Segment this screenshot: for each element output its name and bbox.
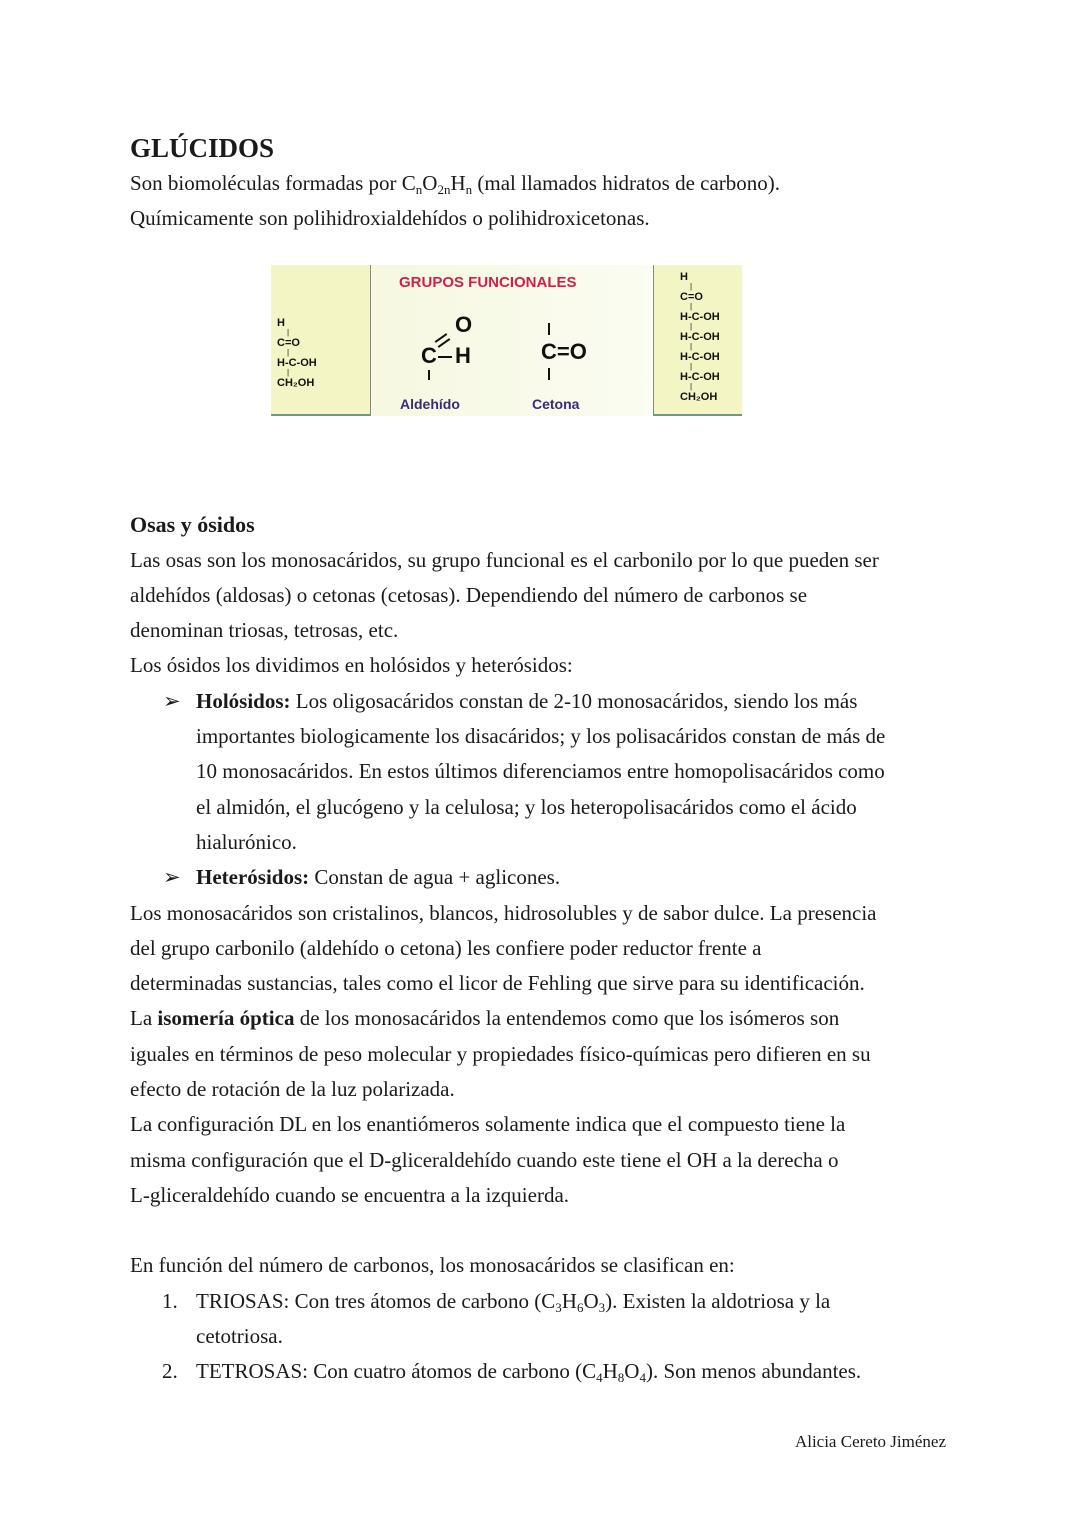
text-line: iguales en términos de peso molecular y propiedades físico-químicas pero difieren en su: [130, 1041, 871, 1066]
bullet-item: ➢ Holósidos: Los oligosacáridos constan de 2-10 monosacáridos, siendo los más: [130, 684, 960, 719]
text-line: Los monosacáridos son cristalinos, blancos, hidrosolubles y de sabor dulce. La presencia: [130, 900, 877, 925]
formula-line: H-C-OH: [680, 311, 720, 323]
intro-line: Son biomoléculas formadas por $C_nO_{2n}H_n$ (mal llamados hidratos de carbono).: [130, 171, 781, 197]
text-line: Las osas son los monosacáridos, su grupo funcional es el carbonilo por lo que pueden ser: [130, 547, 879, 572]
text-line: importantes biologicamente los disacáridos; y los polisacáridos constan de más de: [196, 724, 886, 749]
aldehyde-hydrogen: H: [455, 343, 471, 368]
text-line: determinadas sustancias, tales como el licor de Fehling que sirve para su identificación.: [130, 971, 865, 996]
formula-line: |: [690, 342, 693, 351]
section-heading: Osas y ósidos: [130, 511, 255, 537]
text-line: cetotriosa.: [196, 1323, 283, 1348]
arrow-bullet-icon: ➢: [163, 688, 181, 713]
formula-line: |: [690, 322, 693, 331]
formula-line: |: [690, 282, 693, 291]
figure-title: GRUPOS FUNCIONALES: [399, 274, 577, 291]
ketone-formula: C=O: [541, 339, 587, 364]
formula-line: H-C-OH: [277, 357, 317, 369]
formula-line: |: [287, 368, 290, 377]
text-line: aldehídos (aldosas) o cetonas (cetosas). Dependiendo del número de carbonos se: [130, 582, 808, 607]
text-line: 10 monosacáridos. En estos últimos diferenciamos entre homopolisacáridos como: [196, 759, 885, 784]
aldehyde-label: Aldehído: [400, 396, 460, 412]
formula-line: CH₂OH: [277, 377, 315, 389]
numbered-item: 2. TETROSAS: Con cuatro átomos de carbono $(C_4H_8O_4)$. Son menos abundantes.: [162, 1359, 862, 1386]
formula-line: H-C-OH: [680, 371, 720, 383]
formula-line: |: [690, 302, 693, 311]
formula-line: |: [690, 382, 693, 391]
text-line: misma configuración que el D-gliceraldehído cuando este tiene el OH a la derecha o: [130, 1147, 839, 1172]
document-body: [130, 130, 960, 1389]
formula-line: |: [287, 328, 290, 337]
page-title: GLÚCIDOS: [130, 133, 275, 163]
formula-line: |: [690, 362, 693, 371]
formula-line: H-C-OH: [680, 351, 720, 363]
intro-line: Químicamente son polihidroxialdehídos o polihidroxicetonas.: [130, 206, 650, 231]
text-line: Los ósidos los dividimos en holósidos y heterósidos:: [130, 653, 573, 678]
text-line: L-gliceraldehído cuando se encuentra a la izquierda.: [130, 1182, 570, 1207]
formula-line: CH₂OH: [680, 391, 718, 403]
text-line: efecto de rotación de la luz polarizada.: [130, 1077, 455, 1102]
text-line: La isomería óptica de los monosacáridos la entendemos como que los isómeros son: [130, 1006, 840, 1031]
formula-line: H: [680, 271, 688, 283]
text-line: La configuración DL en los enantiómeros solamente indica que el compuesto tiene la: [130, 1112, 846, 1137]
bullet-item: ➢ Heterósidos: Constan de agua + aglicones.: [130, 860, 960, 895]
footer-author: Alicia Cereto Jiménez: [794, 1432, 946, 1451]
text-line: hialurónico.: [196, 829, 297, 854]
text-line: denominan triosas, tetrosas, etc.: [130, 618, 399, 643]
formula-line: C=O: [680, 291, 703, 303]
formula-line: H-C-OH: [680, 331, 720, 343]
ketone-label: Cetona: [532, 396, 580, 412]
formula-line: H: [277, 317, 285, 329]
text-line: el almidón, el glucógeno y la celulosa; y los heteropolisacáridos como el ácido: [196, 794, 857, 819]
numbered-item: 1. TRIOSAS: Con tres átomos de carbono $(C_3H_6O_3)$. Existen la aldotriosa y la: [162, 1288, 831, 1315]
aldehyde-oxygen: O: [455, 312, 473, 337]
aldehyde-carbon: C: [421, 343, 437, 368]
formula-line: |: [287, 348, 290, 357]
arrow-bullet-icon: ➢: [163, 865, 181, 890]
text-line: del grupo carbonilo (aldehído o cetona) les confiere poder reductor frente a: [130, 935, 762, 960]
text-line: En función del número de carbonos, los monosacáridos se clasifican en:: [130, 1253, 735, 1278]
formula-line: C=O: [277, 337, 300, 349]
